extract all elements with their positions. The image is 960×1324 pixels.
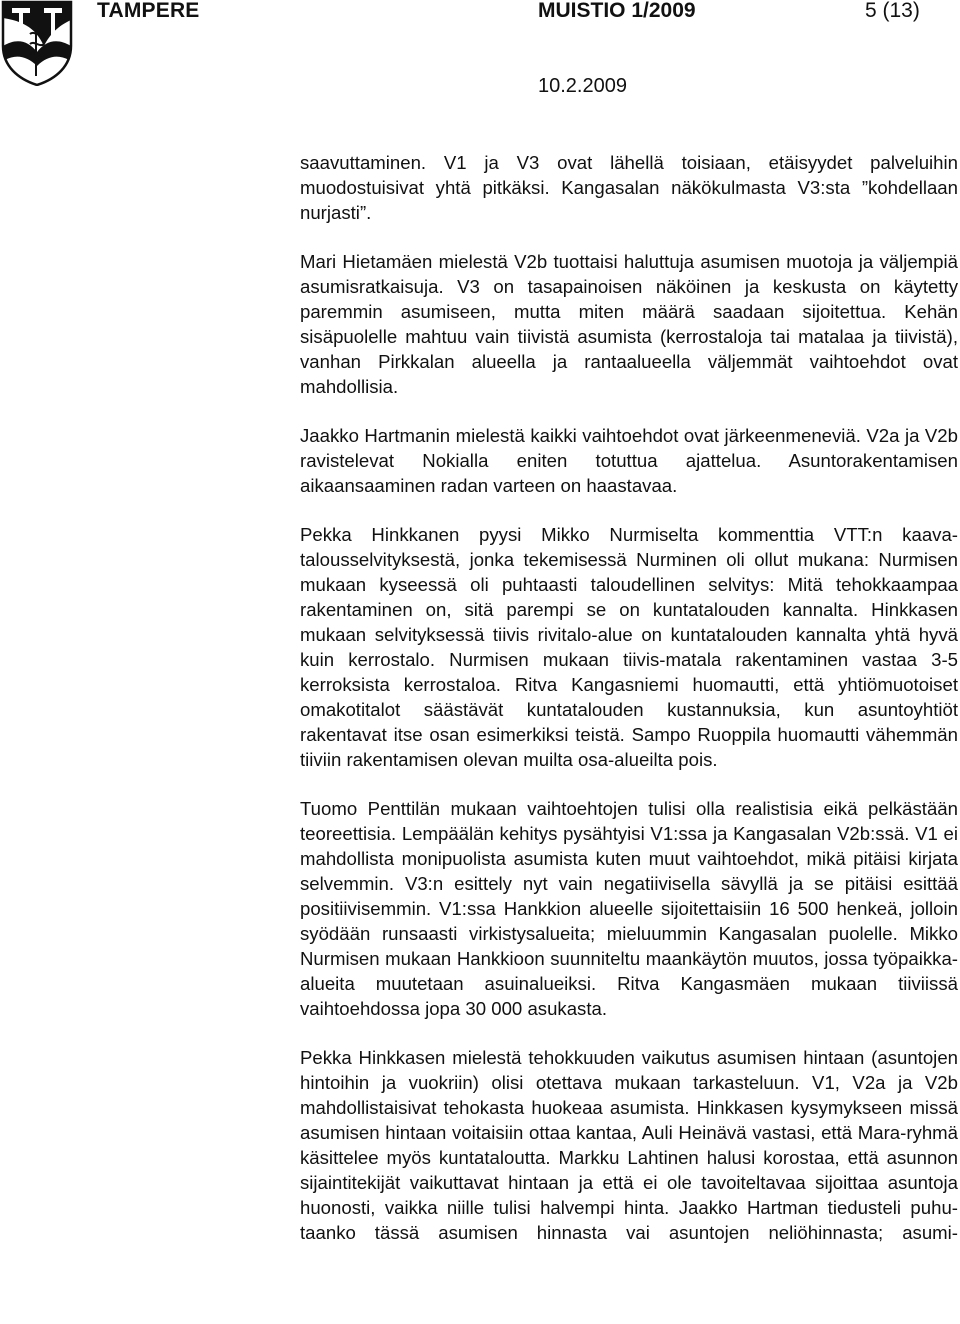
paragraph-6: Pekka Hinkkasen mielestä tehokkuuden vaikutus asumisen hintaan (asuntojen hintoihin ja vuokriin) olisi otettava mukaan tarkasteluun. V1, V2a ja V2b mahdollistaisivat tehokasta huokeaa asumista. Hinkkasen kysymykseen missä asumisen hintaan voitaisiin ottaa kantaa, Auli Heinävä vastasi, että Mara-ryhmä käsittelee myös kuntataloutta. Markku Lahtinen halusi korostaa, että asunnon sijaintitekijät vaikuttavat hintaan ja että ei ole tavoiteltavaa sijoittaa asuntoja huonosti, vaikka niille tulisi halvempi hinta. Jaakko Hartman tiedusteli puhutaanko tässä asumisen hinnasta vai asuntojen neliöhinnasta; asumi-: [300, 1047, 958, 1243]
paragraph-1: saavuttaminen. V1 ja V3 ovat lähellä toisiaan, etäisyydet palveluihin muodostuisivat yhtä pitkäksi. Kangasalan näkökulmasta V3:sta ”kohdellaan nurjasti”.: [300, 152, 958, 223]
paragraph-3: Jaakko Hartmanin mielestä kaikki vaihtoehdot ovat järkeenmeneviä. V2a ja V2b ravistelevat Nokialla eniten totuttua ajattelua. Asuntorakentamisen aikaansaaminen radan varteen on haastavaa.: [300, 425, 958, 496]
paragraph-2: Mari Hietamäen mielestä V2b tuottaisi haluttuja asumisen muotoja ja väljempiä asumisratkaisuja. V3 on tasapainoisen näköinen ja keskusta on käytetty paremmin asumiseen, mutta miten määrä saadaan sijoitettua. Kehän sisäpuolelle mahtuu vain tiivistä asumista (kerrostaloja tai matalaa ja tiivistä), vanhan Pirkkalan alueella ja rantaalueella väljemmät vaihtoehdot ovat mahdollisia.: [300, 251, 958, 397]
header-organization: TAMPERE: [97, 0, 200, 22]
header-document-title: MUISTIO 1/2009: [538, 0, 696, 22]
memo-body: [300, 150, 958, 1245]
paragraph-4: Pekka Hinkkanen pyysi Mikko Nurmiselta kommenttia VTT:n kaavatalousselvityksestä, jonka tekemisessä Nurminen oli ollut mukana: Nurmisen mukaan kyseessä oli puhtaasti taloudellinen selvitys: Mitä tehokkaampaa rakentaminen on, sitä parempi se on kuntatalouden kannalta. Hinkkasen mukaan selvityksessä tiivis rivitalo-alue on kuntatalouden kannalta yhtä hyvä kuin kerrostalo. Nurmisen mukaan tiivis-matala rakentaminen vastaa 3-5 kerroksista kerrostaloa. Ritva Kangasniemi huomautti, että yhtiömuotoiset omakotitalot säästävät kuntatalouden kustannuksia, kun asuntoyhtiöt rakentavat itse osan esimerkiksi teistä. Sampo Ruoppila huomautti vähemmän tiiviin rakentamisen olevan muilta osa-alueilta pois.: [300, 524, 958, 770]
header-date: 10.2.2009: [538, 75, 627, 97]
header-page-number: 5 (13): [865, 0, 920, 22]
tampere-coat-of-arms-icon: [0, 0, 74, 86]
paragraph-5: Tuomo Penttilän mukaan vaihtoehtojen tulisi olla realistisia eikä pelkästään teoreettisia. Lempäälän kehitys pysähtyisi V1:ssa ja Kangasalan V2b:ssä. V1 ei mahdollista monipuolista asumista kuten muut vaihtoehdot, mikä pitäisi kirjata selvemmin. V3:n esittely nyt vain negatiivisella sävyllä ja se pitäisi esittää positiivisemmin. V1:ssa Hankkion alueelle sijoitettaisiin 16 500 henkeä, jolloin syödään runsaasti virkistysalueita; mieluummin Kangasalan puolelle. Mikko Nurmisen mukaan Hankkioon suunniteltu maankäytön muutos, jossa työpaikka-alueita muutetaan asuinalueiksi. Ritva Kangasmäen mukaan tiiviissä vaihtoehdossa jopa 30 000 asukasta.: [300, 798, 958, 1019]
